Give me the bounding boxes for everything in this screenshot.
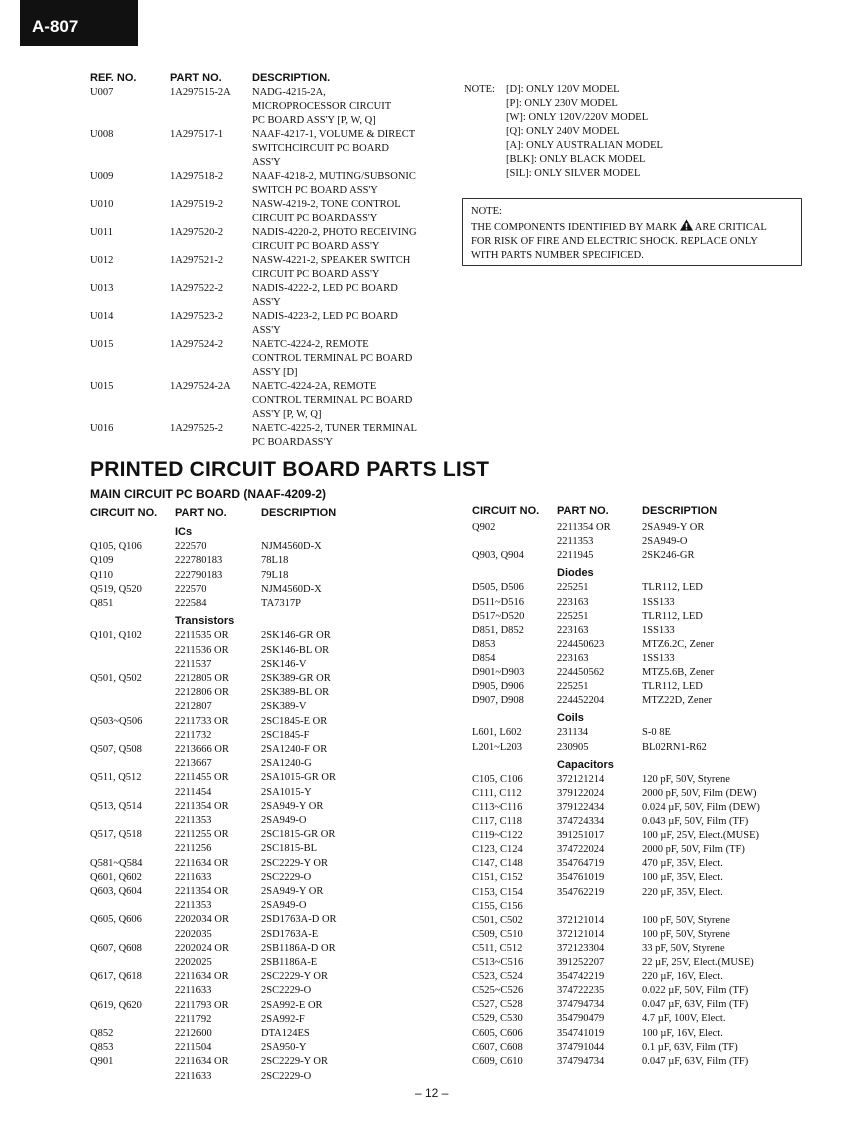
part-no-cell: 2211633 — [175, 985, 212, 997]
part-no-cell: 1A297523-2 — [170, 311, 224, 322]
description-cell: 79L18 — [261, 569, 289, 581]
part-no-cell: 2211353 — [175, 900, 212, 912]
circuit-no-cell: L601, L602 — [472, 727, 522, 739]
circuit-no-cell: Q853 — [90, 1042, 114, 1054]
description-cell: 2SC1815-GR OR — [261, 829, 336, 841]
part-no-cell: 1A297524-2A — [170, 381, 231, 392]
description-cell: MTZ22D, Zener — [642, 695, 712, 707]
ref-no-header: REF. NO. — [90, 72, 137, 84]
part-no-cell: 1A297518-2 — [170, 171, 224, 182]
part-no-cell: 2211255 OR — [175, 829, 229, 841]
part-no-cell: 1A297519-2 — [170, 199, 224, 210]
part-no-cell: 2202035 — [175, 928, 212, 940]
part-no-cell: 223163 — [557, 624, 589, 636]
description-cell: 100 µF, 35V, Elect. — [642, 872, 723, 884]
description-cell: 2SC1845-F — [261, 729, 310, 741]
description-cell: 100 pF, 50V, Styrene — [642, 928, 730, 940]
part-no-cell: 374722024 — [557, 844, 605, 856]
part-no-cell: 2211353 — [557, 536, 594, 548]
description-cell: 2SK389-GR OR — [261, 673, 331, 684]
circuit-no-cell: Q101, Q102 — [90, 630, 142, 642]
description-cell: 2SA950-Y — [261, 1042, 307, 1054]
part-no-cell: 2211793 OR — [175, 999, 229, 1011]
description-cell: 2SC2229-O — [261, 871, 312, 883]
part-no-cell: 374722235 — [557, 985, 605, 997]
circuit-no-cell: Q109 — [90, 555, 114, 567]
circuit-no-cell: Q503~Q506 — [90, 715, 143, 727]
safety-note-line1a: THE COMPONENTS IDENTIFIED BY MARK — [471, 222, 678, 233]
group-title: ICs — [175, 526, 193, 538]
part-no-cell: 2202034 OR — [175, 914, 229, 926]
circuit-no-cell: C509, C510 — [472, 928, 523, 940]
group-title: Coils — [557, 712, 584, 725]
circuit-no-cell: D517~D520 — [472, 610, 525, 622]
circuit-no-cell: C153, C154 — [472, 886, 523, 898]
part-no-cell: 2211354 OR — [557, 522, 611, 533]
part-no-cell: 222570 — [175, 583, 207, 595]
page-number: – 12 – — [415, 1086, 449, 1100]
description-cell: S-0 8E — [642, 727, 671, 739]
description-cell: 0.022 µF, 50V, Film (TF) — [642, 985, 749, 997]
part-no-cell: 354741019 — [557, 1027, 605, 1039]
part-no-cell: 1A297520-2 — [170, 227, 224, 238]
part-no-cell: 391251017 — [557, 830, 605, 842]
part-no-cell: 225251 — [557, 610, 589, 622]
description-line: NASW-4219-2, TONE CONTROL — [252, 199, 401, 210]
description-cell: 1SS133 — [642, 652, 675, 664]
part-no-cell: 2213667 — [175, 758, 212, 770]
ref-no-cell: U013 — [90, 283, 114, 294]
part-no-cell: 1A297521-2 — [170, 255, 224, 266]
description-cell: 220 µF, 35V, Elect. — [642, 886, 723, 898]
description-line: ASS'Y — [252, 297, 281, 308]
part-no-cell: 372121014 — [557, 914, 605, 926]
description-line: NADIS-4223-2, LED PC BOARD — [252, 311, 398, 322]
part-no-cell: 2211634 OR — [175, 857, 229, 869]
circuit-no-cell: Q901 — [90, 1056, 114, 1068]
ref-no-cell: U008 — [90, 129, 114, 140]
part-no-cell: 224450562 — [557, 667, 605, 678]
circuit-no-cell: C511, C512 — [472, 942, 523, 954]
circuit-no-cell: Q619, Q620 — [90, 999, 142, 1011]
part-no-cell: 2211945 — [557, 550, 594, 562]
part-no-cell: 372121014 — [557, 928, 605, 940]
part-no-cell: 2211504 — [175, 1042, 212, 1054]
circuit-no-cell: C155, C156 — [472, 900, 523, 912]
circuit-no-cell: Q105, Q106 — [90, 541, 142, 553]
left-desc-header: DESCRIPTION — [261, 507, 337, 519]
part-no-cell: 2212600 — [175, 1028, 212, 1039]
description-line: CIRCUIT PC BOARD ASS'Y — [252, 269, 380, 280]
part-no-cell: 1A297525-2 — [170, 423, 224, 434]
circuit-no-cell: D905, D906 — [472, 681, 524, 693]
part-no-cell: 223163 — [557, 652, 589, 664]
description-cell: TLR112, LED — [642, 681, 703, 693]
circuit-no-cell: D511~D516 — [472, 596, 524, 608]
part-no-cell: 2211537 — [175, 658, 212, 670]
circuit-no-cell: D505, D506 — [472, 582, 524, 594]
part-no-cell: 2211634 OR — [175, 1056, 229, 1068]
part-no-cell: 2211634 OR — [175, 971, 229, 983]
circuit-no-cell: Q517, Q518 — [90, 829, 142, 841]
description-line: ASS'Y — [252, 157, 281, 168]
description-cell: 470 µF, 35V, Elect. — [642, 858, 723, 870]
part-no-cell: 231134 — [557, 727, 589, 739]
part-no-cell: 222780183 — [175, 555, 223, 567]
circuit-no-cell: D907, D908 — [472, 695, 524, 707]
ref-no-cell: U015 — [90, 339, 114, 350]
model-note-line: [Q]: ONLY 240V MODEL — [506, 126, 620, 137]
left-circuit-header: CIRCUIT NO. — [90, 507, 158, 519]
circuit-no-cell: C113~C116 — [472, 801, 523, 813]
part-no-cell: 354790479 — [557, 1013, 605, 1025]
note-label: NOTE: — [464, 84, 495, 95]
description-cell: 2SA949-Y OR — [642, 522, 705, 533]
ref-no-cell: U010 — [90, 199, 114, 210]
description-line: ASS'Y [D] — [252, 367, 298, 378]
circuit-no-cell: L201~L203 — [472, 741, 523, 753]
group-title: Capacitors — [557, 758, 614, 771]
circuit-no-cell: D851, D852 — [472, 624, 524, 636]
part-no-cell: 230905 — [557, 741, 589, 753]
description-cell: TLR112, LED — [642, 610, 703, 622]
description-cell: NJM4560D-X — [261, 541, 322, 553]
circuit-no-cell: Q507, Q508 — [90, 744, 142, 755]
description-line: NAETC-4224-2, REMOTE — [252, 339, 369, 350]
description-cell: TA7317P — [261, 598, 301, 609]
circuit-no-cell: Q513, Q514 — [90, 800, 142, 812]
description-cell: 2SD1763A-D OR — [261, 914, 337, 926]
model-note-line: [D]: ONLY 120V MODEL — [506, 84, 620, 95]
description-cell: 4.7 µF, 100V, Elect. — [642, 1013, 726, 1025]
part-no-cell: 224450623 — [557, 638, 605, 650]
circuit-no-cell: C605, C606 — [472, 1027, 523, 1039]
pcb-board-subtitle: MAIN CIRCUIT PC BOARD (NAAF-4209-2) — [90, 487, 327, 501]
description-line: PC BOARDASS'Y — [252, 437, 333, 448]
description-cell: DTA124ES — [261, 1028, 310, 1039]
circuit-no-cell: C523, C524 — [472, 971, 523, 983]
circuit-no-cell: C607, C608 — [472, 1041, 523, 1053]
part-no-cell: 2211535 OR — [175, 630, 229, 642]
model-label: A-807 — [20, 0, 138, 46]
description-line: CONTROL TERMINAL PC BOARD — [252, 395, 413, 406]
description-cell: 2000 pF, 50V, Film (TF) — [642, 844, 745, 856]
part-no-cell: 2211455 OR — [175, 772, 229, 784]
description-cell: 0.047 µF, 63V, Film (TF) — [642, 999, 749, 1011]
circuit-no-cell: C117, C118 — [472, 816, 522, 827]
pcb-parts-list-title: PRINTED CIRCUIT BOARD PARTS LIST — [90, 458, 490, 481]
description-line: NADIS-4220-2, PHOTO RECEIVING — [252, 227, 417, 238]
circuit-no-cell: Q511, Q512 — [90, 772, 142, 784]
warning-triangle-icon — [680, 219, 693, 231]
part-no-cell: 1A297522-2 — [170, 283, 224, 294]
description-cell: 2SC2229-O — [261, 985, 312, 997]
right-part-header: PART NO. — [557, 505, 609, 517]
part-no-cell: 354764719 — [557, 858, 605, 870]
circuit-no-cell: D901~D903 — [472, 667, 525, 678]
description-cell: 2SK389-BL OR — [261, 687, 330, 699]
part-no-cell: 1A297515-2A — [170, 87, 231, 98]
description-cell: 2SA992-F — [261, 1013, 305, 1025]
description-cell: 2SB1186A-D OR — [261, 942, 336, 954]
part-no-cell: 2212805 OR — [175, 673, 229, 684]
model-note-line: [BLK]: ONLY BLACK MODEL — [506, 154, 646, 165]
group-title: Transistors — [175, 615, 235, 628]
description-cell: 0.024 µF, 50V, Film (DEW) — [642, 801, 760, 813]
part-no-cell: 354761019 — [557, 872, 605, 884]
description-cell: 0.043 µF, 50V, Film (TF) — [642, 816, 749, 827]
description-cell: 120 pF, 50V, Styrene — [642, 773, 730, 785]
description-cell: 100 pF, 50V, Styrene — [642, 914, 730, 926]
part-no-cell: 374791044 — [557, 1041, 605, 1053]
circuit-no-cell: C501, C502 — [472, 914, 523, 926]
ref-no-cell: U011 — [90, 227, 113, 238]
model-note-line: [SIL]: ONLY SILVER MODEL — [506, 168, 641, 179]
description-line: ASS'Y — [252, 325, 281, 336]
part-no-cell: 222570 — [175, 541, 207, 553]
description-cell: 2SA1240-G — [261, 758, 312, 770]
description-line: NASW-4221-2, SPEAKER SWITCH — [252, 255, 411, 266]
safety-note-box — [462, 198, 802, 266]
part-no-cell: 224452204 — [557, 695, 605, 707]
description-cell: 2SD1763A-E — [261, 928, 319, 940]
part-no-cell: 222790183 — [175, 569, 223, 581]
part-no-cell: 225251 — [557, 582, 589, 594]
part-no-cell: 354742219 — [557, 971, 605, 983]
circuit-no-cell: Q603, Q604 — [90, 886, 142, 897]
description-line: SWITCHCIRCUIT PC BOARD — [252, 143, 389, 154]
description-line: SWITCH PC BOARD ASS'Y — [252, 185, 378, 196]
part-no-cell: 2211633 — [175, 871, 212, 883]
ref-no-cell: U012 — [90, 255, 114, 266]
part-no-cell: 374724334 — [557, 816, 605, 827]
circuit-no-cell: C105, C106 — [472, 773, 523, 785]
description-cell: 2SC2229-Y OR — [261, 971, 328, 983]
part-no-cell: 354762219 — [557, 886, 605, 898]
circuit-no-cell: C151, C152 — [472, 872, 523, 884]
part-no-cell: 1A297517-1 — [170, 129, 224, 140]
circuit-no-cell: C111, C112 — [472, 787, 522, 799]
description-line: NAAF-4218-2, MUTING/SUBSONIC — [252, 171, 416, 182]
part-no-cell: 2211354 OR — [175, 800, 229, 812]
circuit-no-cell: Q617, Q618 — [90, 971, 142, 983]
description-cell: 0.047 µF, 63V, Film (TF) — [642, 1055, 749, 1067]
description-cell: 2SA1015-GR OR — [261, 772, 336, 784]
ref-no-cell: U007 — [90, 87, 114, 98]
description-cell: 1SS133 — [642, 596, 675, 608]
model-note-line: [P]: ONLY 230V MODEL — [506, 98, 618, 109]
circuit-no-cell: Q607, Q608 — [90, 942, 142, 954]
model-note-line: [A]: ONLY AUSTRALIAN MODEL — [506, 140, 663, 151]
description-header: DESCRIPTION. — [252, 72, 331, 84]
group-title: Diodes — [557, 567, 594, 580]
safety-note-label: NOTE: — [471, 206, 502, 217]
description-cell: 2SA949-O — [642, 536, 688, 548]
description-cell: 2SA949-Y OR — [261, 886, 324, 897]
part-no-cell: 2211733 OR — [175, 715, 229, 727]
right-desc-header: DESCRIPTION — [642, 505, 718, 517]
description-cell: 2SC1845-E OR — [261, 715, 328, 727]
part-no-cell: 374794734 — [557, 999, 605, 1011]
ref-no-cell: U015 — [90, 381, 114, 392]
description-cell: TLR112, LED — [642, 582, 703, 594]
description-cell: 2SA1240-F OR — [261, 744, 328, 755]
description-line: CONTROL TERMINAL PC BOARD — [252, 353, 413, 364]
description-cell: 2SC1815-BL — [261, 843, 318, 855]
description-line: NADIS-4222-2, LED PC BOARD — [252, 283, 398, 294]
description-cell: 22 µF, 25V, Elect.(MUSE) — [642, 957, 754, 968]
description-cell: BL02RN1-R62 — [642, 741, 707, 753]
description-cell: 2SC2229-O — [261, 1070, 312, 1082]
description-cell: MTZ6.2C, Zener — [642, 638, 715, 650]
ref-no-cell: U009 — [90, 171, 114, 182]
description-cell: 0.1 µF, 63V, Film (TF) — [642, 1041, 738, 1053]
description-line: ASS'Y [P, W, Q] — [252, 409, 322, 420]
description-cell: 100 µF, 16V, Elect. — [642, 1027, 723, 1039]
part-no-cell: 225251 — [557, 681, 589, 693]
description-line: NAETC-4225-2, TUNER TERMINAL — [252, 423, 417, 434]
circuit-no-cell: Q902 — [472, 522, 496, 533]
circuit-no-cell: C529, C530 — [472, 1013, 523, 1025]
description-line: CIRCUIT PC BOARD ASS'Y — [252, 241, 380, 252]
part-no-cell: 2211536 OR — [175, 644, 229, 656]
circuit-no-cell: C119~C122 — [472, 830, 523, 842]
part-no-cell: 2211354 OR — [175, 886, 229, 897]
description-line: NAAF-4217-1, VOLUME & DIRECT — [252, 129, 416, 140]
description-cell: 2SA949-O — [261, 815, 307, 826]
description-line: NAETC-4224-2A, REMOTE — [252, 381, 377, 392]
circuit-no-cell: C147, C148 — [472, 858, 523, 870]
description-cell: MTZ5.6B, Zener — [642, 667, 715, 678]
part-no-header: PART NO. — [170, 72, 222, 84]
circuit-no-cell: Q852 — [90, 1028, 114, 1039]
circuit-no-cell: C609, C610 — [472, 1055, 523, 1067]
safety-note-line2: FOR RISK OF FIRE AND ELECTRIC SHOCK. REPLACE ONLY — [471, 236, 758, 247]
description-cell: 2SC2229-Y OR — [261, 857, 328, 869]
circuit-no-cell: C513~C516 — [472, 957, 524, 968]
part-no-cell: 2202025 — [175, 957, 212, 968]
ref-no-cell: U014 — [90, 311, 114, 322]
part-no-cell: 2211353 — [175, 815, 212, 826]
circuit-no-cell: C525~C526 — [472, 985, 524, 997]
description-cell: 33 pF, 50V, Styrene — [642, 942, 725, 954]
part-no-cell: 222584 — [175, 598, 207, 609]
safety-note-line1b: ARE CRITICAL — [694, 222, 767, 233]
part-no-cell: 2213666 OR — [175, 744, 229, 755]
part-no-cell: 2212806 OR — [175, 687, 229, 699]
part-no-cell: 2212807 — [175, 701, 212, 713]
circuit-no-cell: Q110 — [90, 569, 113, 581]
description-cell: 2SK246-GR — [642, 550, 695, 562]
description-cell: 2SA949-Y OR — [261, 800, 324, 812]
description-cell: 78L18 — [261, 555, 289, 567]
description-line: PC BOARD ASS'Y [P, W, Q] — [252, 115, 376, 126]
circuit-no-cell: D853 — [472, 638, 496, 650]
description-cell: 2SA1015-Y — [261, 786, 312, 798]
description-cell: 2SA992-E OR — [261, 999, 323, 1011]
description-cell: 100 µF, 25V, Elect.(MUSE) — [642, 830, 760, 842]
description-cell: 2SK389-V — [261, 701, 307, 713]
description-cell: 2000 pF, 50V, Film (DEW) — [642, 787, 757, 799]
description-cell: 2SK146-GR OR — [261, 630, 331, 642]
part-no-cell: 372123304 — [557, 942, 605, 954]
description-cell: 2SC2229-Y OR — [261, 1056, 328, 1068]
part-no-cell: 223163 — [557, 596, 589, 608]
description-line: NADG-4215-2A, — [252, 87, 326, 98]
circuit-no-cell: D854 — [472, 652, 496, 664]
description-line: MICROPROCESSOR CIRCUIT — [252, 101, 392, 112]
part-no-cell: 379122434 — [557, 801, 605, 813]
circuit-no-cell: Q519, Q520 — [90, 583, 142, 595]
part-no-cell: 2211792 — [175, 1013, 212, 1025]
circuit-no-cell: Q605, Q606 — [90, 914, 142, 926]
part-no-cell: 372121214 — [557, 773, 605, 785]
right-circuit-header: CIRCUIT NO. — [472, 505, 540, 517]
circuit-no-cell: Q501, Q502 — [90, 673, 142, 684]
circuit-no-cell: Q581~Q584 — [90, 857, 143, 869]
model-note-line: [W]: ONLY 120V/220V MODEL — [506, 112, 649, 123]
description-cell: 2SK146-BL OR — [261, 644, 330, 656]
circuit-no-cell: Q851 — [90, 598, 114, 609]
safety-note-line3: WITH PARTS NUMBER SPECIFICED. — [471, 250, 644, 261]
part-no-cell: 2211633 — [175, 1070, 212, 1082]
description-line: CIRCUIT PC BOARDASS'Y — [252, 213, 378, 224]
circuit-no-cell: Q601, Q602 — [90, 871, 142, 883]
part-no-cell: 2211256 — [175, 843, 212, 855]
description-cell: 2SK146-V — [261, 658, 307, 670]
description-cell: 1SS133 — [642, 624, 675, 636]
description-cell: 220 µF, 16V, Elect. — [642, 971, 723, 983]
description-cell: NJM4560D-X — [261, 583, 322, 595]
part-no-cell: 1A297524-2 — [170, 339, 224, 350]
part-no-cell: 2202024 OR — [175, 942, 229, 954]
description-cell: 2SA949-O — [261, 900, 307, 912]
part-no-cell: 2211732 — [175, 729, 212, 741]
ref-no-cell: U016 — [90, 423, 114, 434]
part-no-cell: 374794734 — [557, 1055, 605, 1067]
part-no-cell: 379122024 — [557, 787, 605, 799]
description-cell: 2SB1186A-E — [261, 957, 318, 968]
part-no-cell: 391252207 — [557, 957, 605, 968]
circuit-no-cell: C527, C528 — [472, 999, 523, 1011]
part-no-cell: 2211454 — [175, 786, 212, 798]
left-part-header: PART NO. — [175, 507, 227, 519]
circuit-no-cell: Q903, Q904 — [472, 550, 524, 562]
circuit-no-cell: C123, C124 — [472, 844, 523, 856]
